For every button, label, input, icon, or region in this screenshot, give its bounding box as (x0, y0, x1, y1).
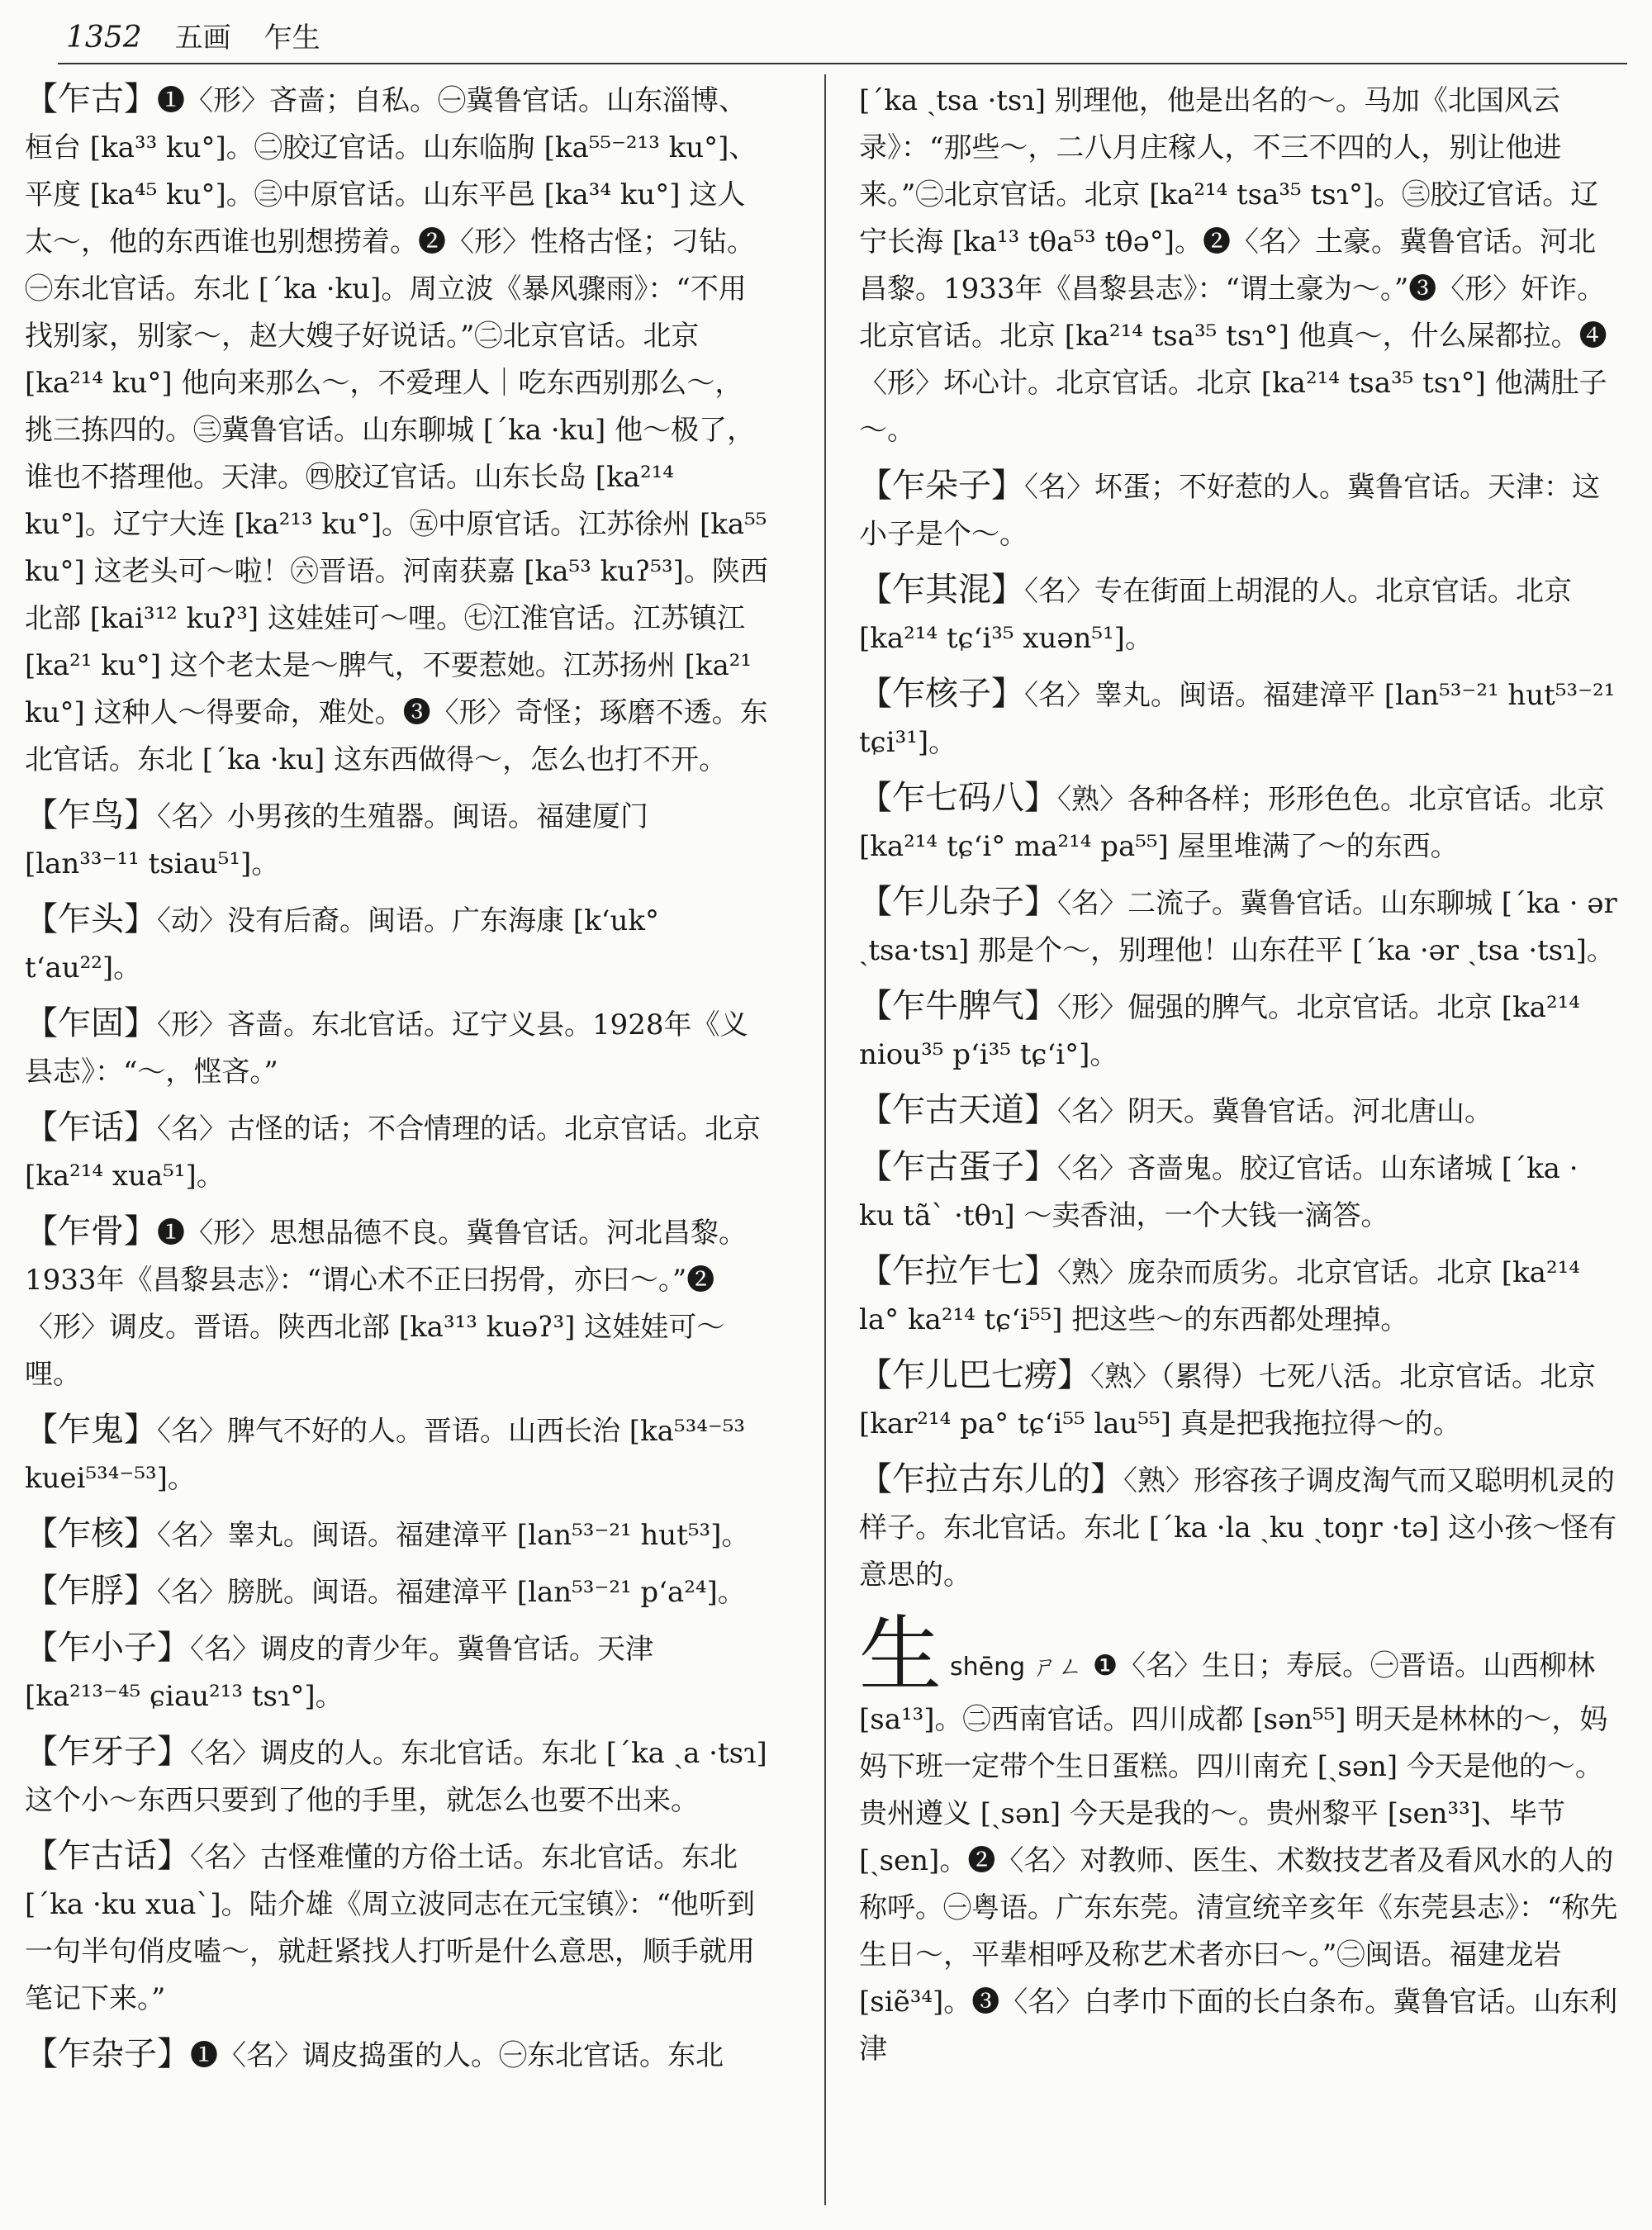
dictionary-entry (859, 567, 1619, 662)
dictionary-entry (25, 896, 768, 992)
entry-definition: 〈名〉睾丸。闽语。福建漳平 [lan⁵³⁻²¹ hut⁵³]。 (157, 1519, 750, 1552)
page-header (66, 15, 320, 64)
dictionary-entry (859, 76, 1619, 454)
entry-headword: 【乍牛脾气】 (859, 987, 1057, 1025)
dictionary-entry (25, 792, 768, 888)
entry-definition: 〈熟〉形容孩子调皮淘气而又聪明机灵的样子。东北官话。东北 [ˊka ·la ˏku ˏtoŋr ·tə] 这小孩～怪有意思的。 (859, 1464, 1617, 1592)
dictionary-entry (25, 1000, 768, 1096)
page-number: 1352 (66, 21, 142, 55)
dictionary-entry (859, 1144, 1619, 1240)
entry-headword: 【乍其混】 (859, 571, 1024, 609)
char-pinyin: shēng ㄕㄥ (950, 1653, 1083, 1682)
entry-headword: 【乍古话】 (25, 1837, 190, 1875)
entry-headword: 【乍古天道】 (859, 1091, 1057, 1129)
entry-headword: 【乍鸟】 (25, 796, 157, 834)
entry-definition: 〈名〉二流子。冀鲁官话。山东聊城 [ˊka · ər ˏtsa·tsɿ] 那是个～，别理他！山东茌平 [ˊka ·ər ˏtsa ·tsɿ]。 (859, 887, 1617, 967)
dictionary-entry (25, 1625, 768, 1720)
entry-definition: 〈名〉吝啬鬼。胶辽官话。山东诸城 [ˊka · ku tãˋ ·tθɿ] ～卖香油，一个大钱一滴答。 (859, 1152, 1578, 1232)
entry-definition: 〈名〉坏蛋；不好惹的人。冀鲁官话。天津：这小子是个～。 (859, 471, 1600, 551)
column-divider (824, 74, 826, 2205)
entry-definition: 〈熟〉各种各样；形形色色。北京官话。北京 [ka²¹⁴ tɕʻi° ma²¹⁴ pa⁵⁵] 屋里堆满了～的东西。 (859, 783, 1605, 863)
entry-definition: 〈名〉小男孩的生殖器。闽语。福建厦门 [lan³³⁻¹¹ tsiau⁵¹]。 (25, 800, 648, 880)
entry-headword: 【乍固】 (25, 1004, 157, 1042)
dictionary-entry (859, 775, 1619, 871)
dictionary-entry (25, 1407, 768, 1502)
entry-headword: 【乍核】 (25, 1515, 157, 1553)
entry-definition: 〈名〉古怪难懂的方俗土话。东北官话。东北 [ˊka ·ku xuaˋ]。陆介雄《周立波同志在元宝镇》：“他听到一句半句俏皮嗑～，就赶紧找人打听是什么意思，顺手就用笔记下来。” (25, 1841, 756, 2015)
char-headword: 生 (859, 1606, 942, 1703)
entry-headword: 【乍核子】 (859, 675, 1024, 713)
entry-headword: 【乍杂子】 (25, 2035, 190, 2073)
entry-definition: ❶〈形〉思想品德不良。冀鲁官话。河北昌黎。1933年《昌黎县志》：“谓心术不正曰拐骨，亦曰～。”❷〈形〉调皮。晋语。陕西北部 [ka³¹³ kuəʔ³] 这娃娃可～哩。 (25, 1217, 747, 1391)
entry-headword: 【乍拉乍七】 (859, 1252, 1057, 1290)
section-label: 五画 (174, 21, 231, 55)
dictionary-entry (25, 2031, 768, 2080)
entry-headword: 【乍朵子】 (859, 467, 1024, 505)
char-definition: ❶〈名〉生日；寿辰。㊀晋语。山西柳林 [sa¹³]。㊁西南官话。四川成都 [sən⁵⁵] 明天是林林的～，妈妈下班一定带个生日蛋糕。四川南充 [ˏsən] 今天是他的～。贵州遵义 [ˏsən] 今天是我的～。贵州黎平 [sen³³]、毕节 [ˏsen]。❷〈名〉对教师、医生、术数技艺者及看风水的人的称呼。㊀粤语。广东东莞。清宣统辛亥年《东莞县志》：“称先生日～，平辈相呼及称艺术者亦曰～。”㊁闽语。福建龙岩 [siẽ³⁴]。❸〈名〉白孝巾下面的长白条布。冀鲁官话。山东利津 (859, 1649, 1618, 2066)
entry-definition: 〈熟〉（累得）七死八活。北京官话。北京 [kar²¹⁴ pa° tɕʻi⁵⁵ lau⁵⁵] 真是把我拖拉得～的。 (859, 1360, 1596, 1440)
dictionary-entry (859, 671, 1619, 766)
entry-definition: 〈名〉专在街面上胡混的人。北京官话。北京 [ka²¹⁴ tɕʻi³⁵ xuən⁵¹]。 (859, 575, 1572, 655)
dictionary-entry (859, 1456, 1619, 1599)
entry-headword: 【乍拉古东儿的】 (859, 1460, 1123, 1498)
entry-definition: 〈名〉膀胱。闽语。福建漳平 [lan⁵³⁻²¹ pʻa²⁴]。 (157, 1576, 746, 1609)
right-column (859, 76, 1619, 2213)
entry-definition: 〈名〉睾丸。闽语。福建漳平 [lan⁵³⁻²¹ hut⁵³⁻²¹ tɕi³¹]。 (859, 679, 1616, 759)
entry-headword: 【乍头】 (25, 900, 157, 938)
entry-headword: 【乍鬼】 (25, 1411, 157, 1449)
entry-headword: 【乍儿巴七痨】 (859, 1356, 1090, 1394)
entry-definition: 〈形〉倔强的脾气。北京官话。北京 [ka²¹⁴ niou³⁵ pʻi³⁵ tɕʻi°]。 (859, 991, 1580, 1071)
entry-definition: 〈熟〉庞杂而质劣。北京官话。北京 [ka²¹⁴ la° ka²¹⁴ tɕʻi⁵⁵] 把这些～的东西都处理掉。 (859, 1256, 1580, 1336)
dictionary-entry (25, 76, 768, 784)
entry-headword: 【乍牙子】 (25, 1733, 190, 1771)
entry-definition: [ˊka ˏtsa ·tsɿ] 别理他，他是出名的～。马加《北国风云录》：“那些～，二八月庄稼人，不三不四的人，别让他进来。”㊁北京官话。北京 [ka²¹⁴ tsa³⁵ tsɿ°]。㊂胶辽官话。辽宁长海 [ka¹³ tθa⁵³ tθə°]。❷〈名〉土豪。冀鲁官话。河北昌黎。1933年《昌黎县志》：“谓土豪为～。”❸〈形〉奸诈。北京官话。北京 [ka²¹⁴ tsa³⁵ tsɿ°] 他真～，什么屎都拉。❹〈形〉坏心计。北京官话。北京 [ka²¹⁴ tsa³⁵ tsɿ°] 他满肚子～。 (859, 84, 1607, 447)
entry-definition: 〈名〉调皮的人。东北官话。东北 [ˊka ˏa ·tsɿ] 这个小～东西只要到了他的手里，就怎么也要不出来。 (25, 1737, 767, 1817)
entry-definition: 〈名〉古怪的话；不合情理的话。北京官话。北京 [ka²¹⁴ xua⁵¹]。 (25, 1113, 761, 1193)
dictionary-entry (859, 463, 1619, 558)
head-chars: 乍生 (263, 21, 320, 55)
entry-headword: 【乍古】 (25, 80, 157, 118)
left-column (25, 76, 768, 2213)
entry-headword: 【乍话】 (25, 1108, 157, 1146)
entry-headword: 【乍儿杂子】 (859, 883, 1057, 921)
dictionary-entry (25, 1729, 768, 1824)
dictionary-entry (859, 1087, 1619, 1136)
entry-headword: 【乍七码八】 (859, 779, 1057, 817)
dictionary-entry (25, 1568, 768, 1616)
dictionary-entry (859, 983, 1619, 1079)
entry-definition: 〈名〉阴天。冀鲁官话。河北唐山。 (1057, 1095, 1493, 1128)
dictionary-entry (859, 1352, 1619, 1448)
entry-headword: 【乍小子】 (25, 1629, 190, 1667)
char-entry (859, 1606, 1619, 2073)
entry-definition: 〈形〉吝啬。东北官话。辽宁义县。1928年《义县志》：“～，悭吝。” (25, 1008, 748, 1089)
entry-headword: 【乍骨】 (25, 1212, 157, 1250)
entry-definition: 〈名〉脾气不好的人。晋语。山西长治 [ka⁵³⁴⁻⁵³ kuei⁵³⁴⁻⁵³]。 (25, 1415, 746, 1495)
entry-headword: 【乍脬】 (25, 1572, 157, 1610)
entry-definition: ❶〈名〉调皮捣蛋的人。㊀东北官话。东北 (190, 2039, 724, 2072)
dictionary-entry (859, 879, 1619, 975)
dictionary-entry (25, 1208, 768, 1398)
dictionary-entry (25, 1104, 768, 1200)
entry-definition: ❶〈形〉吝啬；自私。㊀冀鲁官话。山东淄博、桓台 [ka³³ ku°]。㊁胶辽官话。山东临朐 [ka⁵⁵⁻²¹³ ku°]、平度 [ka⁴⁵ ku°]。㊂中原官话。山东平邑 [ka³⁴ ku°] 这人太～，他的东西谁也别想捞着。❷〈形〉性格古怪；刁钻。㊀东北官话。东北 [ˊka ·ku]。周立波《暴风骤雨》：“不用找别家，别家～，赵大嫂子好说话。”㊁北京官话。北京 [ka²¹⁴ ku°] 他向来那么～，不爱理人｜吃东西别那么～，挑三拣四的。㊂冀鲁官话。山东聊城 [ˊka ·ku] 他～极了，谁也不搭理他。天津。㊃胶辽官话。山东长岛 [ka²¹⁴ ku°]。辽宁大连 [ka²¹³ ku°]。㊄中原官话。江苏徐州 [ka⁵⁵ ku°] 这老头可～啦！㊅晋语。河南获嘉 [ka⁵³ kuʔ⁵³]。陕西北部 [kai³¹² kuʔ³] 这娃娃可～哩。㊆江淮官话。江苏镇江 [ka²¹ ku°] 这个老太是～脾气，不要惹她。江苏扬州 [ka²¹ ku°] 这种人～得要命，难处。❸〈形〉奇怪；琢磨不透。东北官话。东北 [ˊka ·ku] 这东西做得～，怎么也打不开。 (25, 84, 768, 776)
header-rule (58, 63, 1627, 64)
entry-definition: 〈名〉调皮的青少年。冀鲁官话。天津 [ka²¹³⁻⁴⁵ ɕiau²¹³ tsɿ°]。 (25, 1633, 653, 1713)
entry-definition: 〈动〉没有后裔。闽语。广东海康 [kʻuk° tʻau²²]。 (25, 904, 659, 985)
dictionary-entry (859, 1248, 1619, 1344)
entry-headword: 【乍古蛋子】 (859, 1148, 1057, 1186)
dictionary-entry (25, 1833, 768, 2023)
dictionary-entry (25, 1511, 768, 1559)
